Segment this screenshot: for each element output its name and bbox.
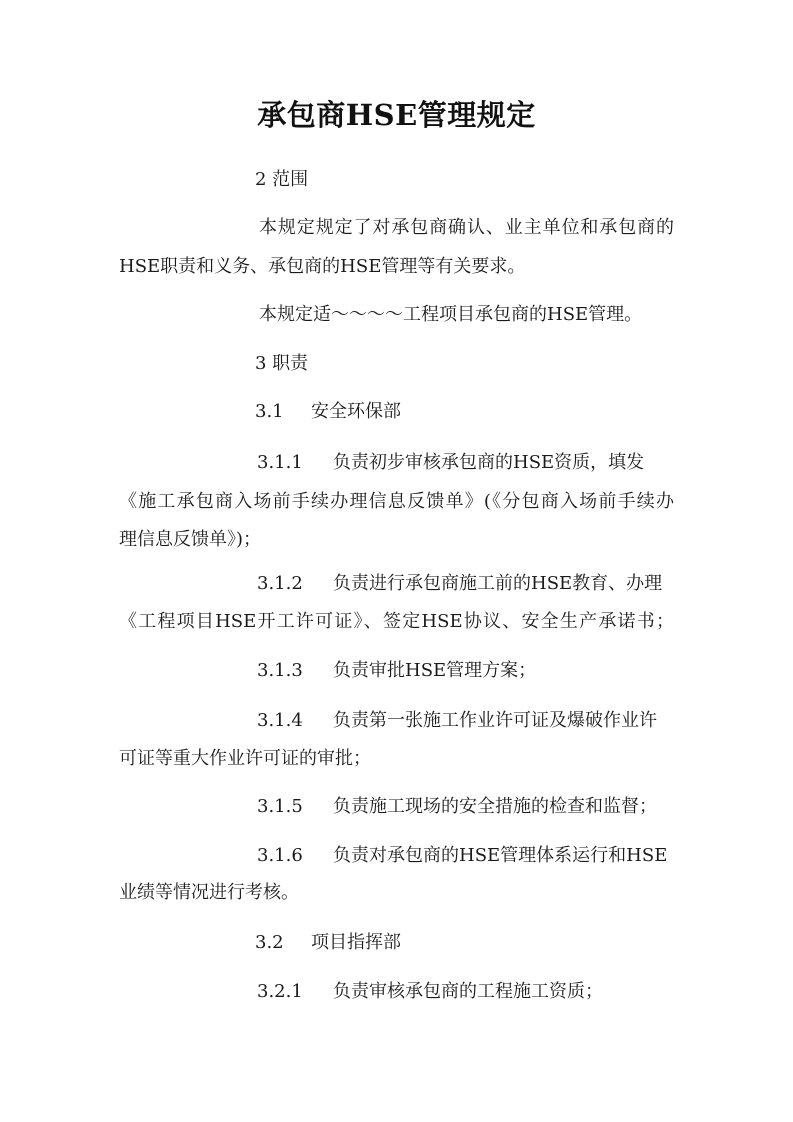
section-3-1-1-line-2: [119, 490, 674, 514]
section-3-1-5-number: 3.1.5: [257, 796, 303, 817]
document-title: 承包商HSE管理规定: [257, 98, 536, 132]
scope-paragraph-line-2: HSE职责和义务、承包商的HSE管理等有关要求。: [119, 256, 526, 277]
section-3-1-4-line-2: 可证等重大作业许可证的审批；: [119, 748, 371, 769]
scope-paragraph-line-1: [259, 216, 674, 240]
section-3-2: [255, 931, 401, 955]
section-3-1-4-line-1: [257, 709, 657, 733]
section-3-1-6-line-2: 业绩等情况进行考核。: [119, 882, 299, 903]
section-3-1: [255, 400, 401, 424]
section-3-1-1-line-3: 理信息反馈单》)；: [119, 529, 262, 550]
section-3-2-1-number: 3.2.1: [257, 981, 303, 1002]
section-3-2-number: 3.2: [255, 932, 284, 953]
section-3-1-3-number: 3.1.3: [257, 660, 303, 681]
section-3-1-2-line-1: [257, 572, 662, 596]
section-3-1-6-number: 3.1.6: [257, 845, 303, 866]
section-3-1-6-text: 负责对承包商的HSE管理体系运行和HSE: [333, 845, 668, 866]
section-3-1-1-number: 3.1.1: [257, 452, 303, 473]
section-3-1-5-text: 负责施工现场的安全措施的检查和监督；: [333, 796, 657, 817]
section-3-1-1-line-1: [257, 451, 674, 475]
scope-paragraph-2: 本规定适～～～～工程项目承包商的HSE管理。: [259, 304, 643, 325]
section-3-2-1: [257, 980, 603, 1004]
section-3-1-2-line-2-text: 《工程项目HSE开工许可证》、签定HSE协议、安全生产承诺书；: [119, 611, 674, 632]
duty-heading: 3 职责: [255, 353, 309, 374]
section-3-1-1-line-2-text: 《施工承包商入场前手续办理信息反馈单》(《分包商入场前手续办: [119, 491, 674, 512]
section-3-1-2-number: 3.1.2: [257, 573, 303, 594]
section-3-1-2-line-2: [119, 610, 674, 634]
scope-heading: 2 范围: [255, 169, 309, 190]
section-3-1-2-text: 负责进行承包商施工前的HSE教育、办理: [333, 573, 663, 594]
section-3-1-1-text: 负责初步审核承包商的HSE资质，填发: [333, 452, 645, 473]
section-3-1-4-text: 负责第一张施工作业许可证及爆破作业许: [333, 710, 657, 731]
section-3-1-4-number: 3.1.4: [257, 710, 303, 731]
section-3-1-3: [257, 659, 536, 683]
section-3-1-3-text: 负责审批HSE管理方案；: [333, 660, 537, 681]
section-3-1-6-line-1: [257, 844, 667, 868]
scope-paragraph-line-1-text: 本规定规定了对承包商确认、业主单位和承包商的: [259, 217, 674, 238]
section-3-1-title: 安全环保部: [311, 401, 401, 422]
section-3-2-1-text: 负责审核承包商的工程施工资质；: [333, 981, 603, 1002]
section-3-2-title: 项目指挥部: [311, 932, 401, 953]
section-3-1-number: 3.1: [255, 401, 284, 422]
section-3-1-5: [257, 795, 657, 819]
